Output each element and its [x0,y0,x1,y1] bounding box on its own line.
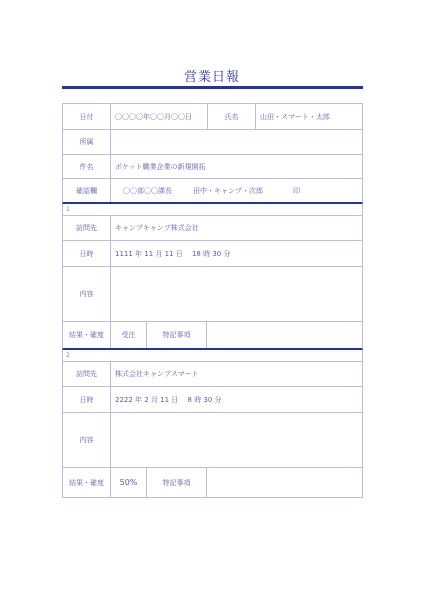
visit-result-row [62,468,363,498]
date-name-row [62,104,363,130]
visit-datetime-label: 日時 [63,387,111,412]
approval-manager: 〇〇部〇〇課長 [123,186,172,195]
visit-destination-field[interactable]: 株式会社キャンプスマート [115,370,199,378]
visit-content-label: 内容 [63,413,111,467]
visit-notes-field[interactable] [207,468,362,497]
visit-datetime-label: 日時 [63,241,111,266]
visit-datetime-field[interactable]: 2222 年 2 月 11 日 8 時 30 分 [115,395,222,404]
date-label: 日付 [63,104,111,129]
visit-datetime-row [62,387,363,413]
visit-result-row [62,322,363,350]
approval-person: 田中・キャンプ・次郎 [193,186,263,195]
department-label: 所属 [63,130,111,154]
subject-label: 件名 [63,155,111,178]
approval-row [62,179,363,204]
name-field[interactable]: 山田・スマート・太郎 [260,112,330,121]
subject-row [62,155,363,179]
title-underline [62,86,363,89]
visit-content-row [62,413,363,468]
approval-field[interactable] [111,179,362,202]
visit-index: 2 [62,350,363,362]
visit-notes-label: 特記事項 [147,322,207,348]
visit-notes-label: 特記事項 [147,468,207,497]
visit-destination-label: 訪問先 [63,216,111,240]
visit-content-field[interactable] [111,267,362,321]
approval-seal: 印 [293,186,300,195]
visit-destination-field[interactable]: キャンプキャンプ株式会社 [115,224,199,232]
visit-destination-row [62,362,363,387]
name-label: 氏名 [208,104,256,129]
document-title: 営業日報 [183,70,240,85]
visit-content-row [62,267,363,322]
visit-result-field[interactable]: 50% [111,468,147,497]
visit-notes-field[interactable] [207,322,362,348]
department-row [62,130,363,155]
visit-result-label: 結果・確度 [63,322,111,348]
visit-destination-label: 訪問先 [63,362,111,386]
visit-datetime-field[interactable]: 1111 年 11 月 11 日 18 時 30 分 [115,249,231,258]
visit-index: 1 [62,204,363,216]
daily-report-table [62,103,363,498]
department-field[interactable] [111,130,362,154]
visit-destination-row [62,216,363,241]
visit-result-field[interactable]: 受注 [111,322,147,348]
visit-datetime-row [62,241,363,267]
subject-field[interactable]: ポケット職業企業の新規開拓 [115,162,206,171]
visit-result-label: 結果・確度 [63,468,111,497]
visit-content-field[interactable] [111,413,362,467]
approval-label: 確認欄 [63,179,111,202]
date-field[interactable]: 〇〇〇〇年〇〇月〇〇日 [111,104,208,129]
visit-content-label: 内容 [63,267,111,321]
